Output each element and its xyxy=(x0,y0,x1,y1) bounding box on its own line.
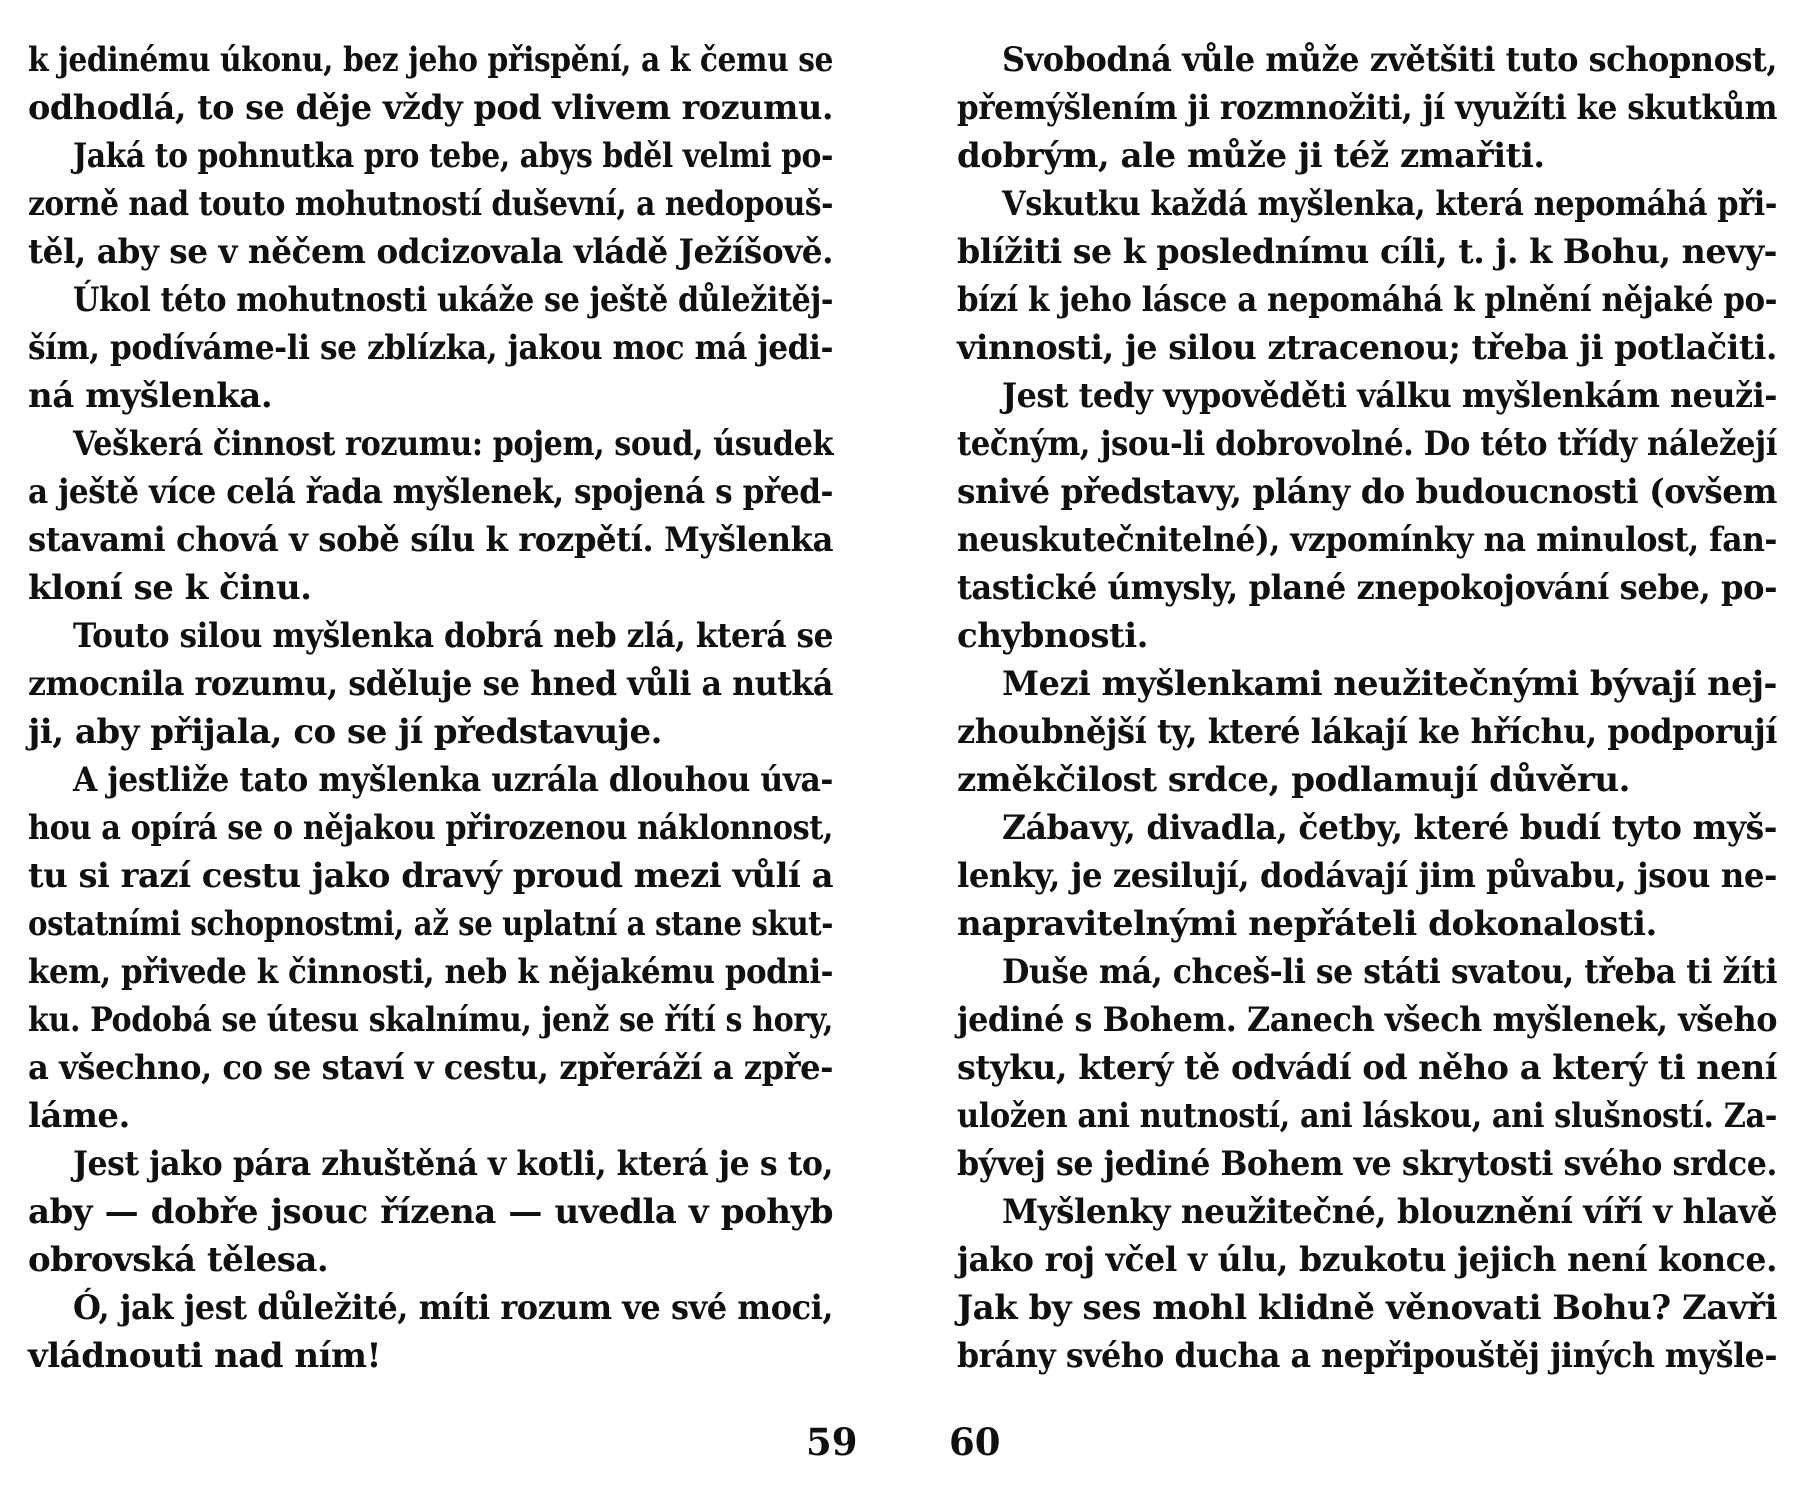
text-line-content: dobrým, ale může ji též zmařiti. xyxy=(957,136,1545,176)
text-line xyxy=(28,420,833,468)
text-line-content: Ó, jak jest důležité, míti rozum ve své moci, xyxy=(73,1288,833,1328)
text-line-content: tečným, jsou-li dobrovolné. Do této třídy náležejí xyxy=(957,424,1777,464)
text-line xyxy=(957,612,1777,660)
text-line-content: vinnosti, je silou ztracenou; třeba ji potlačiti. xyxy=(957,328,1777,368)
text-line xyxy=(28,708,833,756)
text-line-content: tastické úmysly, plané znepokojování sebe, po- xyxy=(957,568,1777,608)
text-line-content: Duše má, chceš-li se státi svatou, třeba ti žíti xyxy=(1002,952,1777,992)
text-line xyxy=(28,468,833,516)
text-line-content: přemýšlením ji rozmnožiti, jí využíti ke skutkům xyxy=(957,88,1777,128)
text-line-content: obrovská tělesa. xyxy=(28,1240,329,1280)
text-line-content: A jestliže tato myšlenka uzrála dlouhou úva- xyxy=(73,760,833,800)
text-line-content: kloní se k činu. xyxy=(28,568,312,608)
text-line xyxy=(28,324,833,372)
text-line xyxy=(28,612,833,660)
text-line-content: Úkol této mohutnosti ukáže se ještě důležitěj- xyxy=(73,280,833,320)
text-line xyxy=(957,372,1777,420)
text-line xyxy=(957,276,1777,324)
text-line-content: zhoubnější ty, které lákají ke hříchu, podporují xyxy=(957,712,1777,752)
text-line-content: stavami chová v sobě sílu k rozpětí. Myšlenka xyxy=(28,520,833,560)
text-line-content: Jest tedy vypověděti válku myšlenkám neuži- xyxy=(1002,376,1777,416)
text-line-content: Jest jako pára zhuštěná v kotli, která je s to, xyxy=(73,1144,833,1184)
text-line-content: styku, který tě odvádí od něho a který ti není xyxy=(957,1048,1777,1088)
text-line-content: ku. Podobá se útesu skalnímu, jenž se řítí s hory, xyxy=(28,1000,833,1040)
right-page-number: 60 xyxy=(949,1420,1001,1464)
text-line-content: tu si razí cestu jako dravý proud mezi vůlí a xyxy=(28,856,833,896)
text-line xyxy=(28,228,833,276)
text-line xyxy=(28,372,833,420)
text-line-content: snivé představy, plány do budoucnosti (ovšem xyxy=(957,472,1777,512)
text-line-content: ším, podíváme-li se zblízka, jakou moc má jedi- xyxy=(28,328,833,368)
text-line xyxy=(957,1044,1777,1092)
text-line xyxy=(28,804,833,852)
text-line-content: neuskutečnitelné), vzpomínky na minulost, fan- xyxy=(957,520,1777,560)
text-line-content: těl, aby se v něčem odcizovala vládě Ježíšově. xyxy=(28,232,833,272)
text-line-content: ji, aby přijala, co se jí představuje. xyxy=(28,712,662,752)
text-line xyxy=(28,36,833,84)
text-line xyxy=(957,516,1777,564)
text-line xyxy=(957,180,1777,228)
text-line-content: uložen ani nutností, ani láskou, ani slušností. Za- xyxy=(957,1096,1777,1136)
text-line xyxy=(28,1332,833,1380)
text-line xyxy=(957,564,1777,612)
text-line xyxy=(28,132,833,180)
text-line-content: a všechno, co se staví v cestu, zpřeráží a zpře- xyxy=(28,1048,833,1088)
text-line xyxy=(957,1188,1777,1236)
text-line-content: Jaká to pohnutka pro tebe, abys bděl velmi po- xyxy=(73,136,833,176)
left-page-text-block xyxy=(28,36,833,1380)
text-line xyxy=(957,1236,1777,1284)
text-line-content: blížiti se k poslednímu cíli, t. j. k Bohu, nevy- xyxy=(957,232,1777,272)
text-line xyxy=(957,900,1777,948)
text-line xyxy=(28,900,833,948)
text-line xyxy=(28,1044,833,1092)
text-line-content: Mezi myšlenkami neužitečnými bývají nej- xyxy=(1002,664,1777,704)
text-line-content: Touto silou myšlenka dobrá neb zlá, která se xyxy=(73,616,833,656)
text-line xyxy=(28,1284,833,1332)
text-line xyxy=(28,852,833,900)
text-line xyxy=(957,852,1777,900)
text-line-content: bývej se jediné Bohem ve skrytosti svého srdce. xyxy=(957,1144,1777,1184)
text-line-content: Veškerá činnost rozumu: pojem, soud, úsudek xyxy=(73,424,833,464)
text-line-content: odhodlá, to se děje vždy pod vlivem rozumu. xyxy=(28,88,833,128)
text-line-content: brány svého ducha a nepřipouštěj jiných myšle- xyxy=(957,1336,1777,1376)
text-line-content: napravitelnými nepřáteli dokonalosti. xyxy=(957,904,1657,944)
text-line xyxy=(28,180,833,228)
text-line xyxy=(28,276,833,324)
text-line xyxy=(957,228,1777,276)
right-page-text-block xyxy=(957,36,1777,1380)
text-line xyxy=(957,996,1777,1044)
text-line-content: lenky, je zesilují, dodávají jim půvabu, jsou ne- xyxy=(957,856,1777,896)
text-line-content: jako roj včel v úlu, bzukotu jejich není konce. xyxy=(957,1240,1777,1280)
left-page-number: 59 xyxy=(806,1420,858,1464)
text-line xyxy=(957,36,1777,84)
text-line-content: a ještě více celá řada myšlenek, spojená s před- xyxy=(28,472,833,512)
text-line-content: vládnouti nad ním! xyxy=(28,1336,381,1376)
text-line-content: bízí k jeho lásce a nepomáhá k plnění nějaké po- xyxy=(957,280,1777,320)
text-line-content: aby — dobře jsouc řízena — uvedla v pohyb xyxy=(28,1192,833,1232)
text-line xyxy=(28,564,833,612)
text-line xyxy=(28,948,833,996)
text-line xyxy=(957,468,1777,516)
text-line xyxy=(957,420,1777,468)
text-line-content: kem, přivede k činnosti, neb k nějakému podni- xyxy=(28,952,833,992)
text-line xyxy=(957,1284,1777,1332)
text-line-content: Jak by ses mohl klidně věnovati Bohu? Zavři xyxy=(957,1288,1777,1328)
text-line-content: ná myšlenka. xyxy=(28,376,273,416)
text-line-content: chybnosti. xyxy=(957,616,1148,656)
text-line-content: Vskutku každá myšlenka, která nepomáhá při- xyxy=(1002,184,1777,224)
text-line-content: Svobodná vůle může zvětšiti tuto schopnost, xyxy=(1002,40,1777,80)
text-line xyxy=(28,516,833,564)
text-line xyxy=(957,708,1777,756)
text-line xyxy=(28,1236,833,1284)
text-line xyxy=(28,1140,833,1188)
text-line-content: změkčilost srdce, podlamují důvěru. xyxy=(957,760,1630,800)
text-line xyxy=(957,84,1777,132)
text-line-content: zmocnila rozumu, sděluje se hned vůli a nutká xyxy=(28,664,833,704)
text-line xyxy=(957,756,1777,804)
text-line-content: láme. xyxy=(28,1096,130,1136)
text-line-content: ostatními schopnostmi, až se uplatní a stane skut- xyxy=(28,904,833,944)
text-line-content: jediné s Bohem. Zanech všech myšlenek, všeho xyxy=(957,1000,1777,1040)
text-line xyxy=(28,660,833,708)
text-line xyxy=(957,1140,1777,1188)
text-line xyxy=(957,132,1777,180)
text-line-content: Myšlenky neužitečné, blouznění víří v hlavě xyxy=(1002,1192,1777,1232)
text-line xyxy=(957,1092,1777,1140)
text-line xyxy=(957,804,1777,852)
text-line xyxy=(28,1188,833,1236)
text-line xyxy=(28,84,833,132)
text-line-content: zorně nad touto mohutností duševní, a nedopouš- xyxy=(28,184,833,224)
text-line xyxy=(28,1092,833,1140)
text-line xyxy=(957,660,1777,708)
text-line xyxy=(957,324,1777,372)
text-line-content: Zábavy, divadla, četby, které budí tyto myš- xyxy=(1002,808,1777,848)
text-line xyxy=(957,1332,1777,1380)
text-line-content: k jedinému úkonu, bez jeho přispění, a k čemu se xyxy=(28,40,833,80)
text-line-content: hou a opírá se o nějakou přirozenou náklonnost, xyxy=(28,808,833,848)
text-line xyxy=(28,996,833,1044)
text-line xyxy=(957,948,1777,996)
text-line xyxy=(28,756,833,804)
